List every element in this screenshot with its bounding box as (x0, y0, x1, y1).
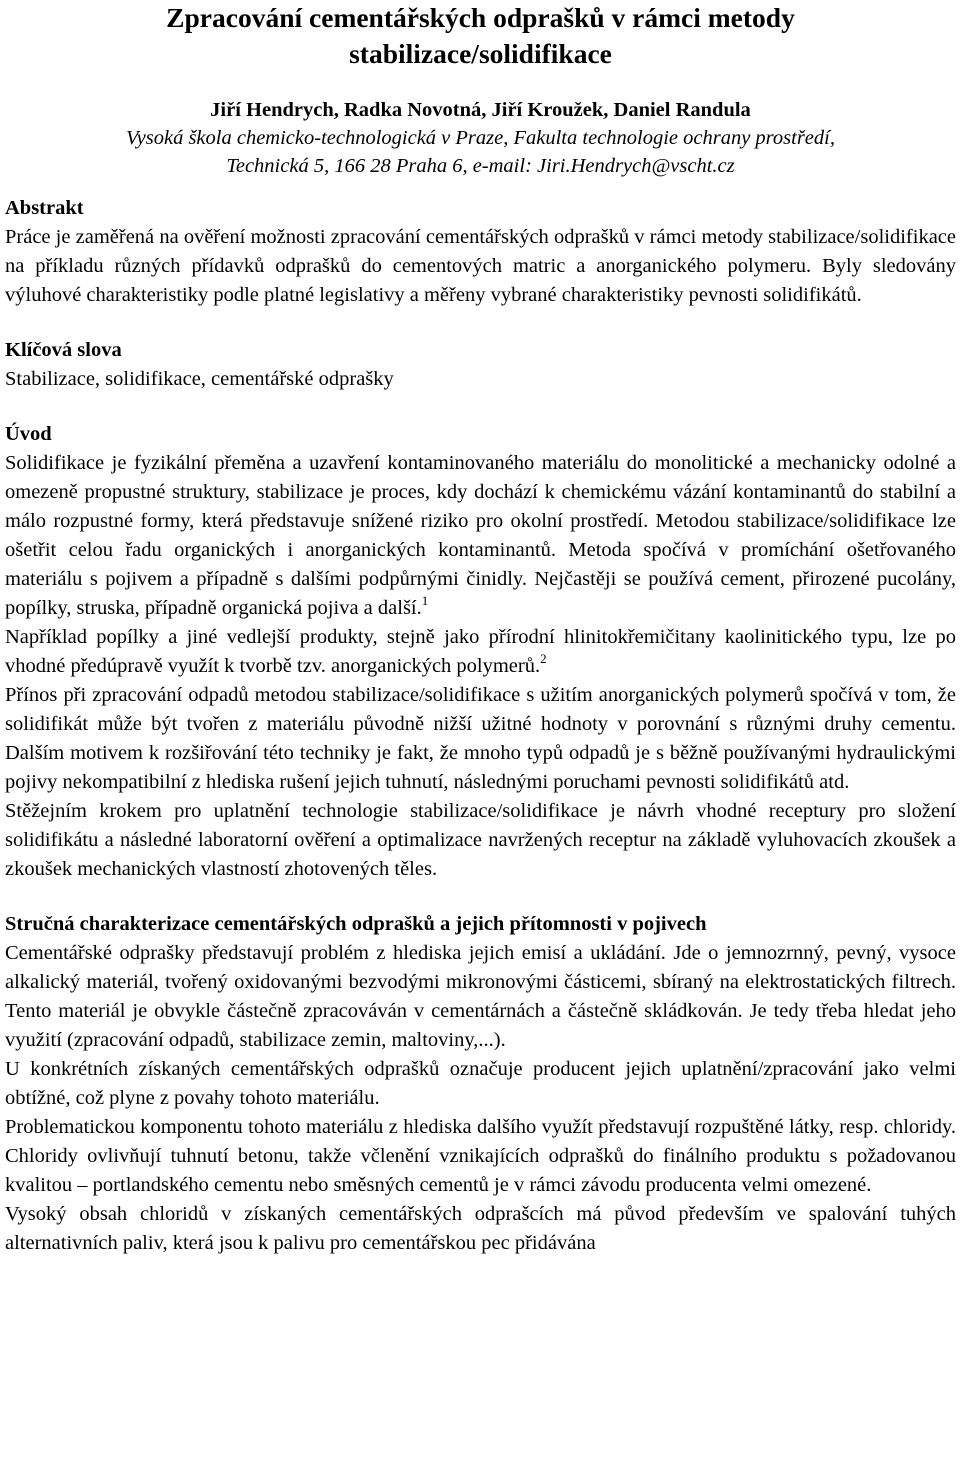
paper-title-line-2: stabilizace/solidifikace (349, 38, 612, 69)
author-list: Jiří Hendrych, Radka Novotná, Jiří Kroužek, Daniel Randula (210, 99, 751, 121)
intro-paragraph-2-text: Například popílky a jiné vedlejší produkty, stejně jako přírodní hlinitokřemičitany kaolinitického typu, lze po vhodné předúpravě využít k tvorbě tzv. anorganických polymerů. (5, 626, 956, 677)
section-2-heading: Stručná charakterizace cementářských odprašků a jejich přítomnosti v pojivech (5, 913, 707, 935)
intro-paragraph-3: Přínos při zpracování odpadů metodou stabilizace/solidifikace s užitím anorganických polymerů spočívá v tom, že solidifikát může být tvořen z materiálu původně nižší užitné hodnoty v porovnání s různými druhy cementu. Dalším motivem k rozšiřování této techniky je fakt, že mnoho typů odpadů je s běžně používanými hydraulickými pojivy nekompatibilní z hlediska rušení jejich tuhnutí, následnými poruchami pevnosti solidifikátů atd. (5, 684, 956, 793)
paper-title (5, 0, 956, 72)
paper-title-line-1: Zpracování cementářských odprašků v rámci metody (166, 2, 795, 33)
affiliation (5, 124, 956, 180)
abstract-text: Práce je zaměřená na ověření možnosti zpracování cementářských odprašků v rámci metody stabilizace/solidifikace na příkladu různých přídavků odprašků do cementových matric a anorganického polymeru. Byly sledovány výluhové charakteristiky podle platné legislativy a měřeny vybrané charakteristiky pevnosti solidifikátů. (5, 226, 956, 306)
abstract-heading: Abstrakt (5, 197, 84, 219)
footnote-ref-1: 1 (421, 593, 429, 608)
section-2-paragraph-1: Cementářské odprašky představují problém z hlediska jejich emisí a ukládání. Jde o jemnozrnný, pevný, vysoce alkalický materiál, tvořený oxidovanými bezvodými mikronovými částicemi, sbíraný na elektrostatických filtrech. Tento materiál je obvykle částečně zpracováván v cementárnách a částečně skládkován. Je tedy třeba hledat jeho využití (zpracování odpadů, stabilizace zemin, maltoviny,...). (5, 942, 956, 1051)
keywords-text: Stabilizace, solidifikace, cementářské odprašky (5, 368, 394, 390)
section-2-paragraph-4: Vysoký obsah chloridů v získaných cementářských odprašcích má původ především ve spalování tuhých alternativních paliv, která jsou k palivu pro cementářskou pec přidávána (5, 1203, 956, 1254)
affiliation-line-2: Technická 5, 166 28 Praha 6, e-mail: Jiri.Hendrych@vscht.cz (226, 155, 735, 177)
intro-paragraph-1 (5, 449, 956, 623)
intro-paragraph-1-text: Solidifikace je fyzikální přeměna a uzavření kontaminovaného materiálu do monolitické a mechanicky odolné a omezeně propustné struktury, stabilizace je proces, kdy dochází k chemickému vázání kontaminantů do stabilní a málo rozpustné formy, která představuje snížené riziko pro okolní prostředí. Metodou stabilizace/solidifikace lze ošetřit celou řadu organických i anorganických kontaminantů. Metoda spočívá v promíchání ošetřovaného materiálu s pojivem a případně s dalšími podpůrnými činidly. Nejčastěji se používá cement, přirozené pucolány, popílky, struska, případně organická pojiva a další. (5, 452, 956, 619)
document-page (5, 0, 956, 1258)
section-2-paragraph-2: U konkrétních získaných cementářských odprašků označuje producent jejich uplatnění/zpracování jako velmi obtížné, což plyne z povahy tohoto materiálu. (5, 1058, 956, 1109)
section-2-paragraph-3: Problematickou komponentu tohoto materiálu z hlediska dalšího využít představují rozpuštěné látky, resp. chloridy. Chloridy ovlivňují tuhnutí betonu, takže včlenění vznikajících odprašků do finálního produktu s požadovanou kvalitou – portlandského cementu nebo směsných cementů je v rámci závodu producenta velmi omezené. (5, 1116, 956, 1196)
intro-heading: Úvod (5, 423, 52, 445)
intro-paragraph-4: Stěžejním krokem pro uplatnění technologie stabilizace/solidifikace je návrh vhodné receptury pro složení solidifikátu a následné laboratorní ověření a optimalizace navržených receptur na základě vyluhovacích zkoušek a zkoušek mechanických vlastností zhotovených těles. (5, 800, 956, 880)
keywords-heading: Klíčová slova (5, 339, 122, 361)
footnote-ref-2: 2 (540, 651, 547, 666)
affiliation-line-1: Vysoká škola chemicko-technologická v Praze, Fakulta technologie ochrany prostředí, (126, 127, 835, 149)
intro-paragraph-2 (5, 623, 956, 681)
